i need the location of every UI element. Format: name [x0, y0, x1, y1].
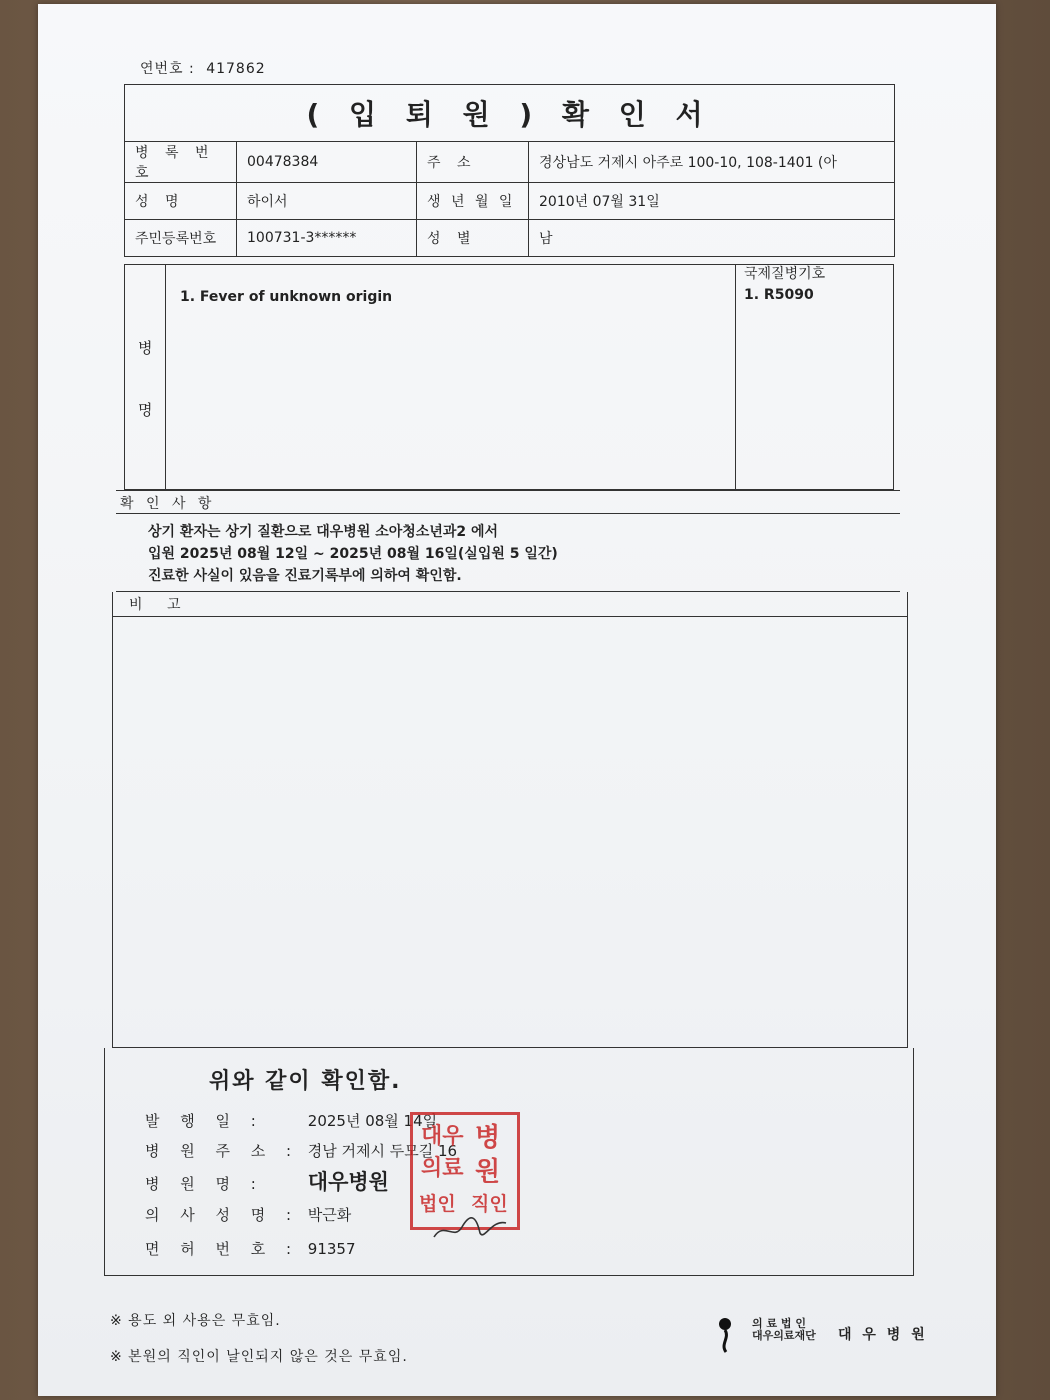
serial-number	[140, 58, 266, 78]
sex-label: 성 별	[417, 220, 529, 257]
icd-code: 1. R5090	[744, 287, 814, 303]
note-usage: ※ 용도 외 사용은 무효임.	[110, 1313, 281, 1329]
confirmation-line-1: 상기 환자는 상기 질환으로 대우병원 소아청소년과2 에서	[148, 524, 499, 540]
doctor-value: 박근화	[307, 1206, 352, 1224]
confirmation-line-2: 입원 2025년 08월 12일 ~ 2025년 08월 16일(실입원 5 일간)	[148, 546, 558, 562]
address-label: 주 소	[417, 142, 529, 183]
confirmation-section	[116, 490, 900, 592]
confirmation-header: 확 인 사 항	[120, 496, 216, 512]
note-seal: ※ 본원의 직인이 날인되지 않은 것은 무효임.	[110, 1349, 408, 1365]
hospital-address-label: 병 원 주 소 :	[145, 1142, 300, 1160]
issue-date-row	[145, 1110, 437, 1131]
birth-label: 생 년 월 일	[417, 183, 529, 220]
confirmation-divider	[116, 513, 900, 514]
footer-hospital-name: 대 우 병 원	[838, 1327, 928, 1343]
disease-section	[124, 264, 894, 490]
patient-info-table	[124, 84, 895, 257]
birth-value: 2010년 07월 31일	[529, 183, 895, 220]
hospital-address-value: 경남 거제시 두모길 16	[307, 1142, 458, 1160]
name-value: 하이서	[237, 183, 417, 220]
hospital-seal: 대우 병 의료 원 법인 직인	[410, 1112, 520, 1230]
disease-label-top: 병	[138, 339, 153, 357]
record-no-value: 00478384	[237, 142, 417, 183]
license-row	[145, 1238, 356, 1259]
footer-corp-line1: 의 료 법 인	[752, 1317, 806, 1330]
diagnosis: 1. Fever of unknown origin	[180, 289, 393, 305]
resident-label: 주민등록번호	[125, 220, 237, 257]
license-label: 면 허 번 호 :	[145, 1240, 300, 1258]
show-through-text	[243, 892, 763, 942]
name-label: 성 명	[125, 183, 237, 220]
issue-date-label: 발 행 일 :	[145, 1112, 264, 1130]
disease-label-column	[125, 265, 166, 489]
hospital-logo-icon	[718, 1316, 732, 1354]
doctor-label: 의 사 성 명 :	[145, 1206, 300, 1224]
document-title: ( 입 퇴 원 ) 확 인 서	[125, 85, 895, 142]
icd-column	[735, 265, 893, 489]
disease-label-bottom: 명	[138, 401, 153, 419]
remarks-section	[112, 592, 908, 1048]
sex-value: 남	[529, 220, 895, 257]
footer-corp-line2: 대우의료재단	[752, 1329, 816, 1342]
hospital-name-value: 대우병원	[307, 1170, 389, 1194]
record-no-label: 병 록 번 호	[125, 142, 237, 183]
serial-value: 417862	[206, 61, 266, 77]
icd-header: 국제질병기호	[744, 266, 826, 282]
serial-label: 연번호 :	[140, 61, 195, 77]
license-value: 91357	[307, 1240, 356, 1258]
confirmation-statement: 위와 같이 확인함.	[209, 1069, 402, 1094]
doctor-row	[145, 1204, 351, 1225]
remarks-header: 비 고	[129, 597, 191, 613]
remarks-divider	[113, 616, 907, 617]
footer-hospital-logo	[718, 1316, 928, 1356]
confirmation-line-3: 진료한 사실이 있음을 진료기록부에 의하여 확인함.	[148, 568, 462, 584]
address-value: 경상남도 거제시 아주로 100-10, 108-1401 (아	[529, 142, 895, 183]
footer-corp	[752, 1318, 816, 1342]
doctor-signature	[430, 1205, 510, 1245]
issue-date-value: 2025년 08월 14일	[307, 1112, 438, 1130]
resident-value: 100731-3******	[237, 220, 417, 257]
hospital-name-row	[145, 1166, 389, 1196]
hospital-name-label: 병 원 명 :	[145, 1175, 264, 1193]
